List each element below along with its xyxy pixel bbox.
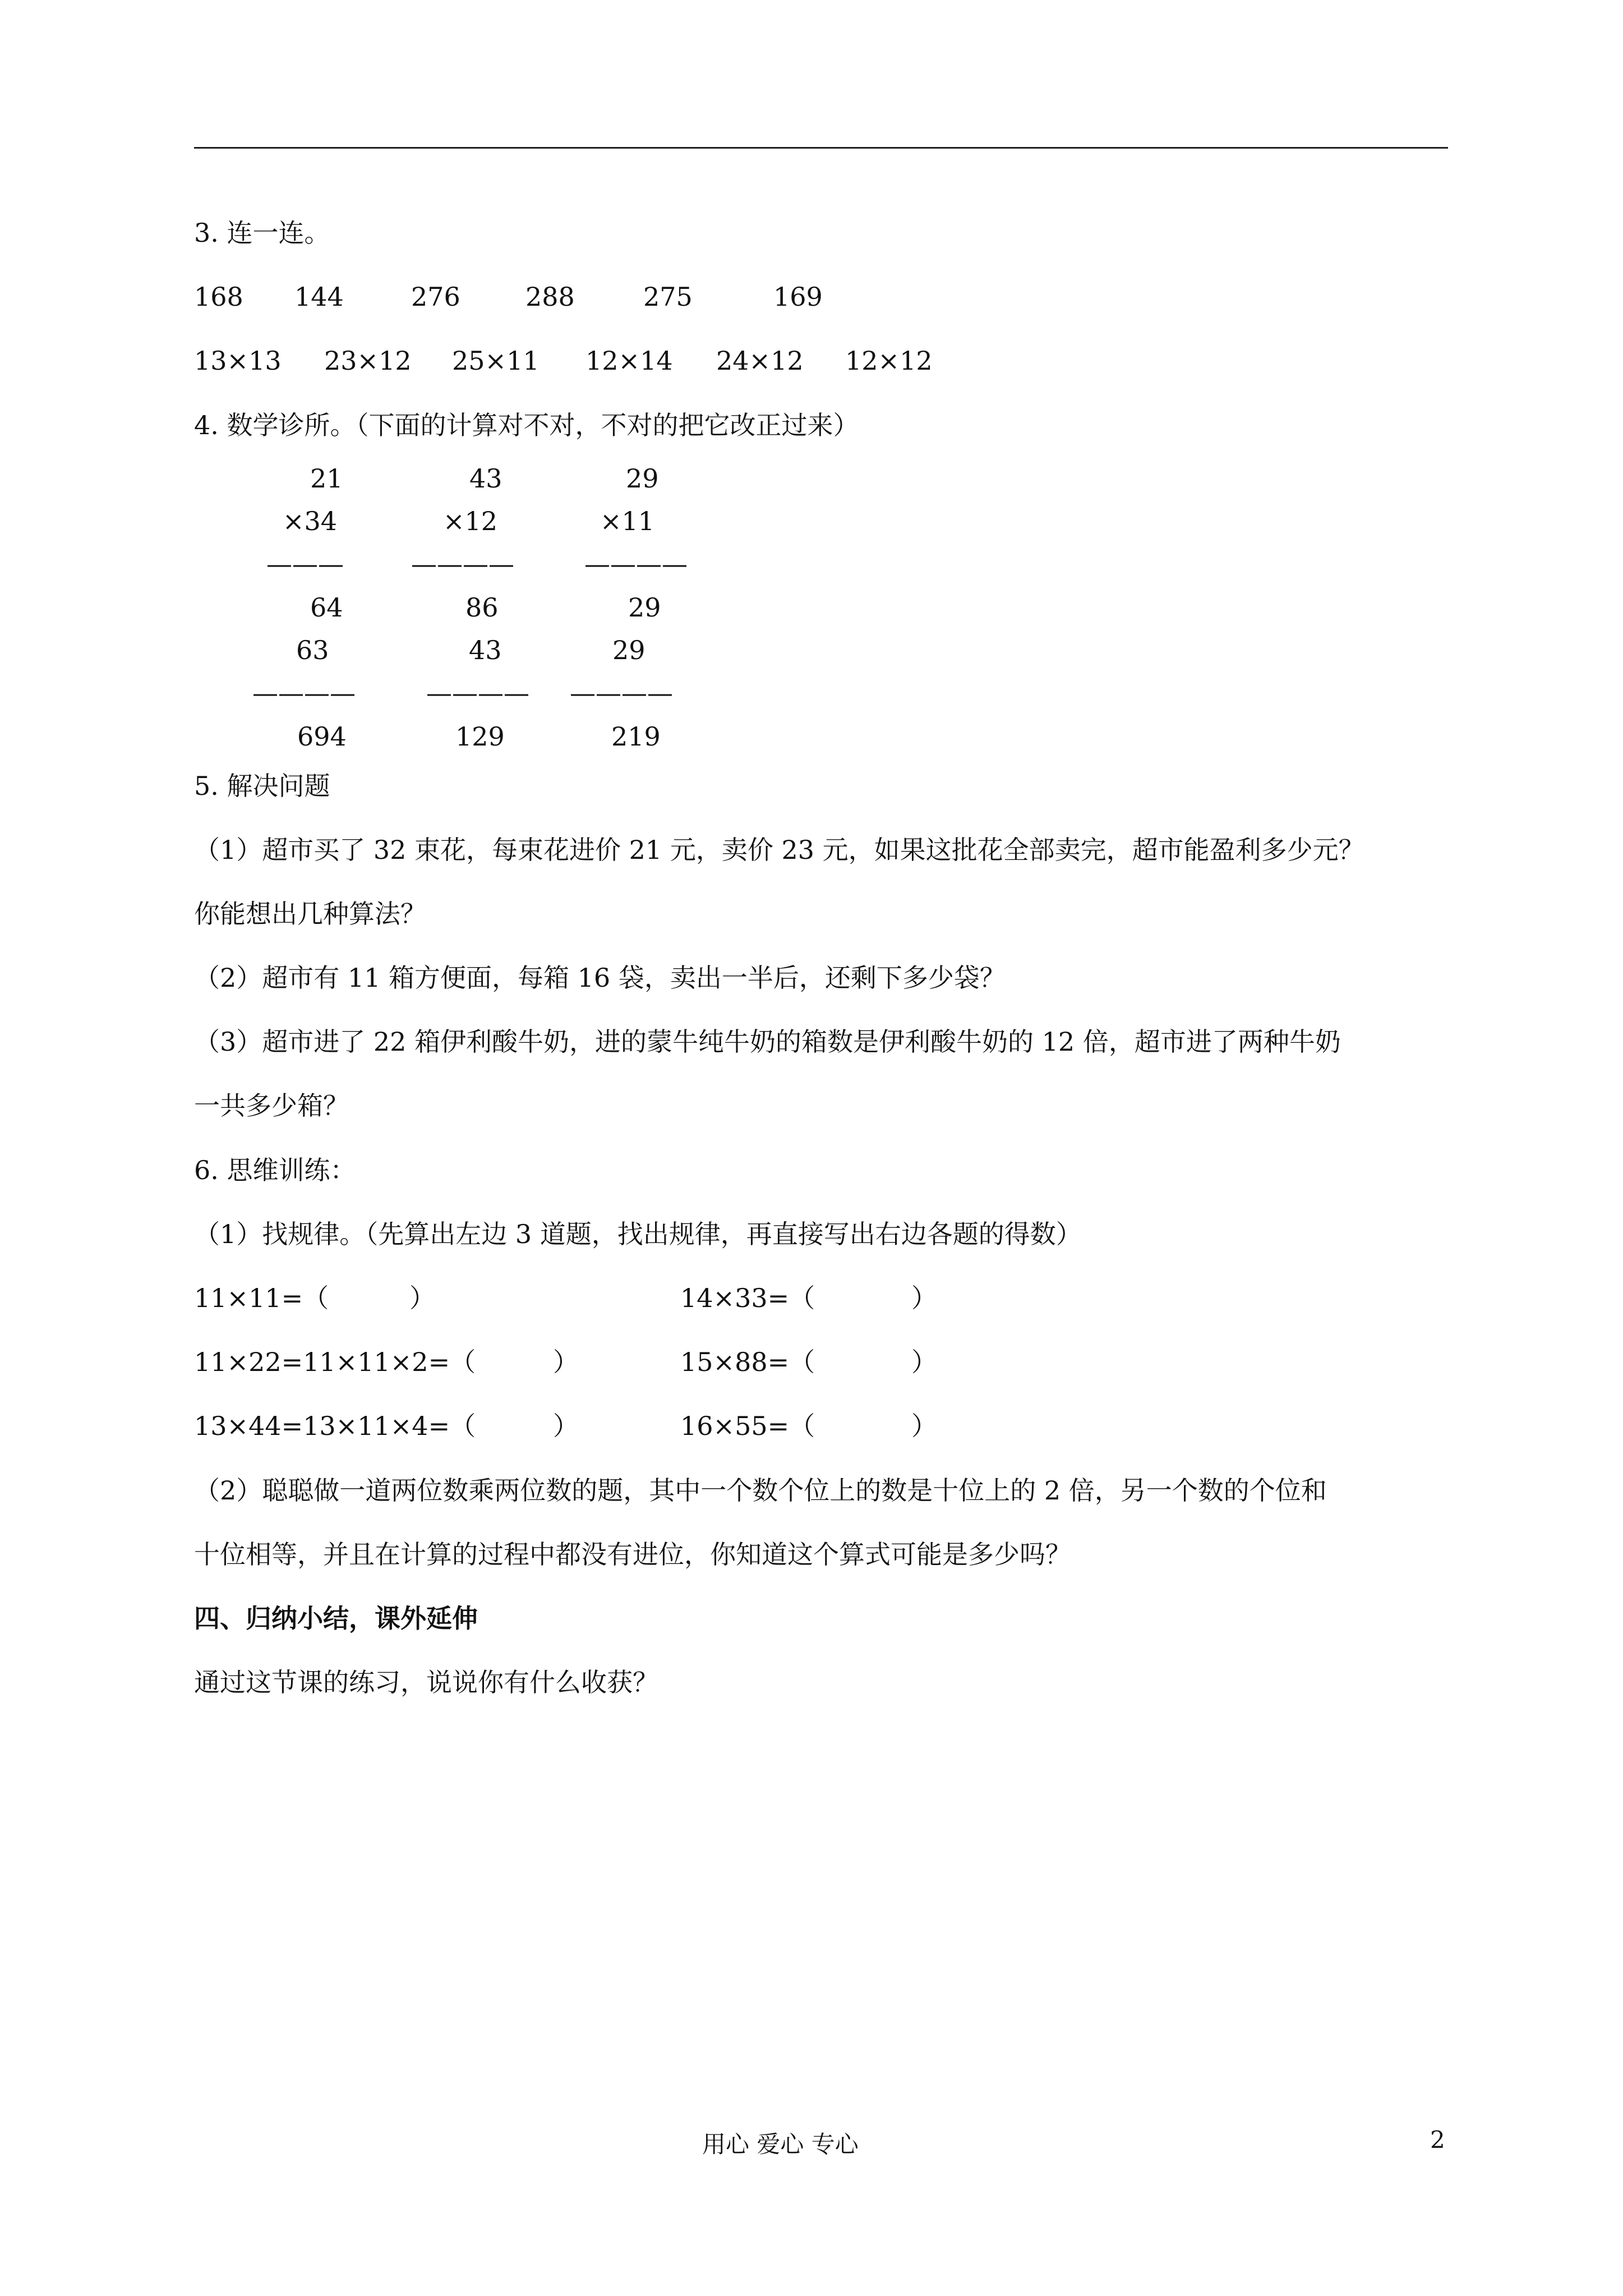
close-paren: ） (911, 1283, 937, 1313)
q3-number: 168 (194, 282, 243, 312)
q6-sub1: （1）找规律。（先算出左边 3 道题，找出规律，再直接写出右边各题的得数） (194, 1219, 1082, 1249)
q4-p1-line2: ———— (252, 678, 356, 708)
q5-problem-1-cont: 你能想出几种算法？ (194, 899, 426, 929)
q4-p1-result: 694 (297, 721, 347, 752)
q3-expression: 13×13 (194, 346, 282, 376)
q4-p3-partial2: 29 (612, 635, 645, 665)
section-heading: 四、归纳小结，课外延伸 (194, 1603, 478, 1634)
q4-p2-partial1: 86 (465, 592, 499, 623)
q5-problem-1: （1）超市买了 32 束花，每束花进价 21 元，卖价 23 元，如果这批花全部卖完，超市能盈利多少元？ (194, 835, 1364, 865)
section-text: 通过这节课的练习，说说你有什么收获？ (194, 1667, 658, 1697)
pattern-left: 11×11=（ (194, 1283, 329, 1313)
q3-number: 288 (525, 282, 575, 312)
close-paren: ） (409, 1283, 435, 1313)
q3-expression: 24×12 (716, 346, 804, 376)
q3-number: 275 (643, 282, 693, 312)
pattern-right: 16×55=（ (680, 1411, 815, 1441)
q5-problem-2: （2）超市有 11 箱方便面，每箱 16 袋，卖出一半后，还剩下多少袋？ (194, 963, 1006, 993)
pattern-right: 15×88=（ (680, 1347, 815, 1377)
q3-title: 3. 连一连。 (194, 218, 330, 248)
q4-p1-mult: ×34 (283, 506, 338, 536)
q4-p2-mult: ×12 (443, 506, 498, 536)
q4-p2-partial2: 43 (469, 635, 502, 665)
close-paren: ） (911, 1347, 937, 1377)
q4-p3-line1: ———— (584, 549, 688, 579)
close-paren: ） (911, 1411, 937, 1441)
q4-p2-top: 43 (469, 463, 502, 494)
q3-expression: 25×11 (452, 346, 540, 376)
pattern-left: 13×44=13×11×4=（ (194, 1411, 476, 1441)
q4-title: 4. 数学诊所。（下面的计算对不对，不对的把它改正过来） (194, 410, 859, 440)
q3-number: 276 (411, 282, 460, 312)
q4-p2-line2: ———— (426, 678, 529, 708)
q5-title: 5. 解决问题 (194, 771, 330, 801)
q4-p2-result: 129 (455, 721, 505, 752)
q3-number: 169 (773, 282, 823, 312)
q6-sub2-cont: 十位相等，并且在计算的过程中都没有进位，你知道这个算式可能是多少吗？ (194, 1539, 1071, 1570)
q5-problem-3-cont: 一共多少箱？ (194, 1091, 349, 1121)
q4-p3-mult: ×11 (600, 506, 655, 536)
header-rule (194, 147, 1448, 149)
q3-expression: 12×12 (845, 346, 933, 376)
q4-p3-top: 29 (626, 463, 659, 494)
q6-title: 6. 思维训练： (194, 1155, 356, 1185)
q4-p1-top: 21 (310, 463, 343, 494)
q4-p2-line1: ———— (411, 549, 514, 579)
q4-p1-partial2: 63 (296, 635, 329, 665)
q4-p3-partial1: 29 (628, 592, 661, 623)
q4-p3-result: 219 (611, 721, 661, 752)
footer-motto: 用心 爱心 专心 (702, 2131, 859, 2158)
pattern-left: 11×22=11×11×2=（ (194, 1347, 476, 1377)
close-paren: ） (553, 1347, 579, 1377)
page-number: 2 (1430, 2126, 1445, 2154)
q6-sub2: （2）聪聪做一道两位数乘两位数的题，其中一个数个位上的数是十位上的 2 倍，另一个数的个位和 (194, 1475, 1327, 1506)
q4-p1-partial1: 64 (310, 592, 343, 623)
q3-number: 144 (294, 282, 344, 312)
q4-p3-line2: ———— (570, 678, 673, 708)
q3-expression: 12×14 (585, 346, 673, 376)
pattern-right: 14×33=（ (680, 1283, 815, 1313)
q5-problem-3: （3）超市进了 22 箱伊利酸牛奶，进的蒙牛纯牛奶的箱数是伊利酸牛奶的 12 倍，超市进了两种牛奶 (194, 1027, 1341, 1057)
close-paren: ） (553, 1411, 579, 1441)
q4-p1-line1: ——— (266, 549, 344, 579)
q3-expression: 23×12 (324, 346, 412, 376)
